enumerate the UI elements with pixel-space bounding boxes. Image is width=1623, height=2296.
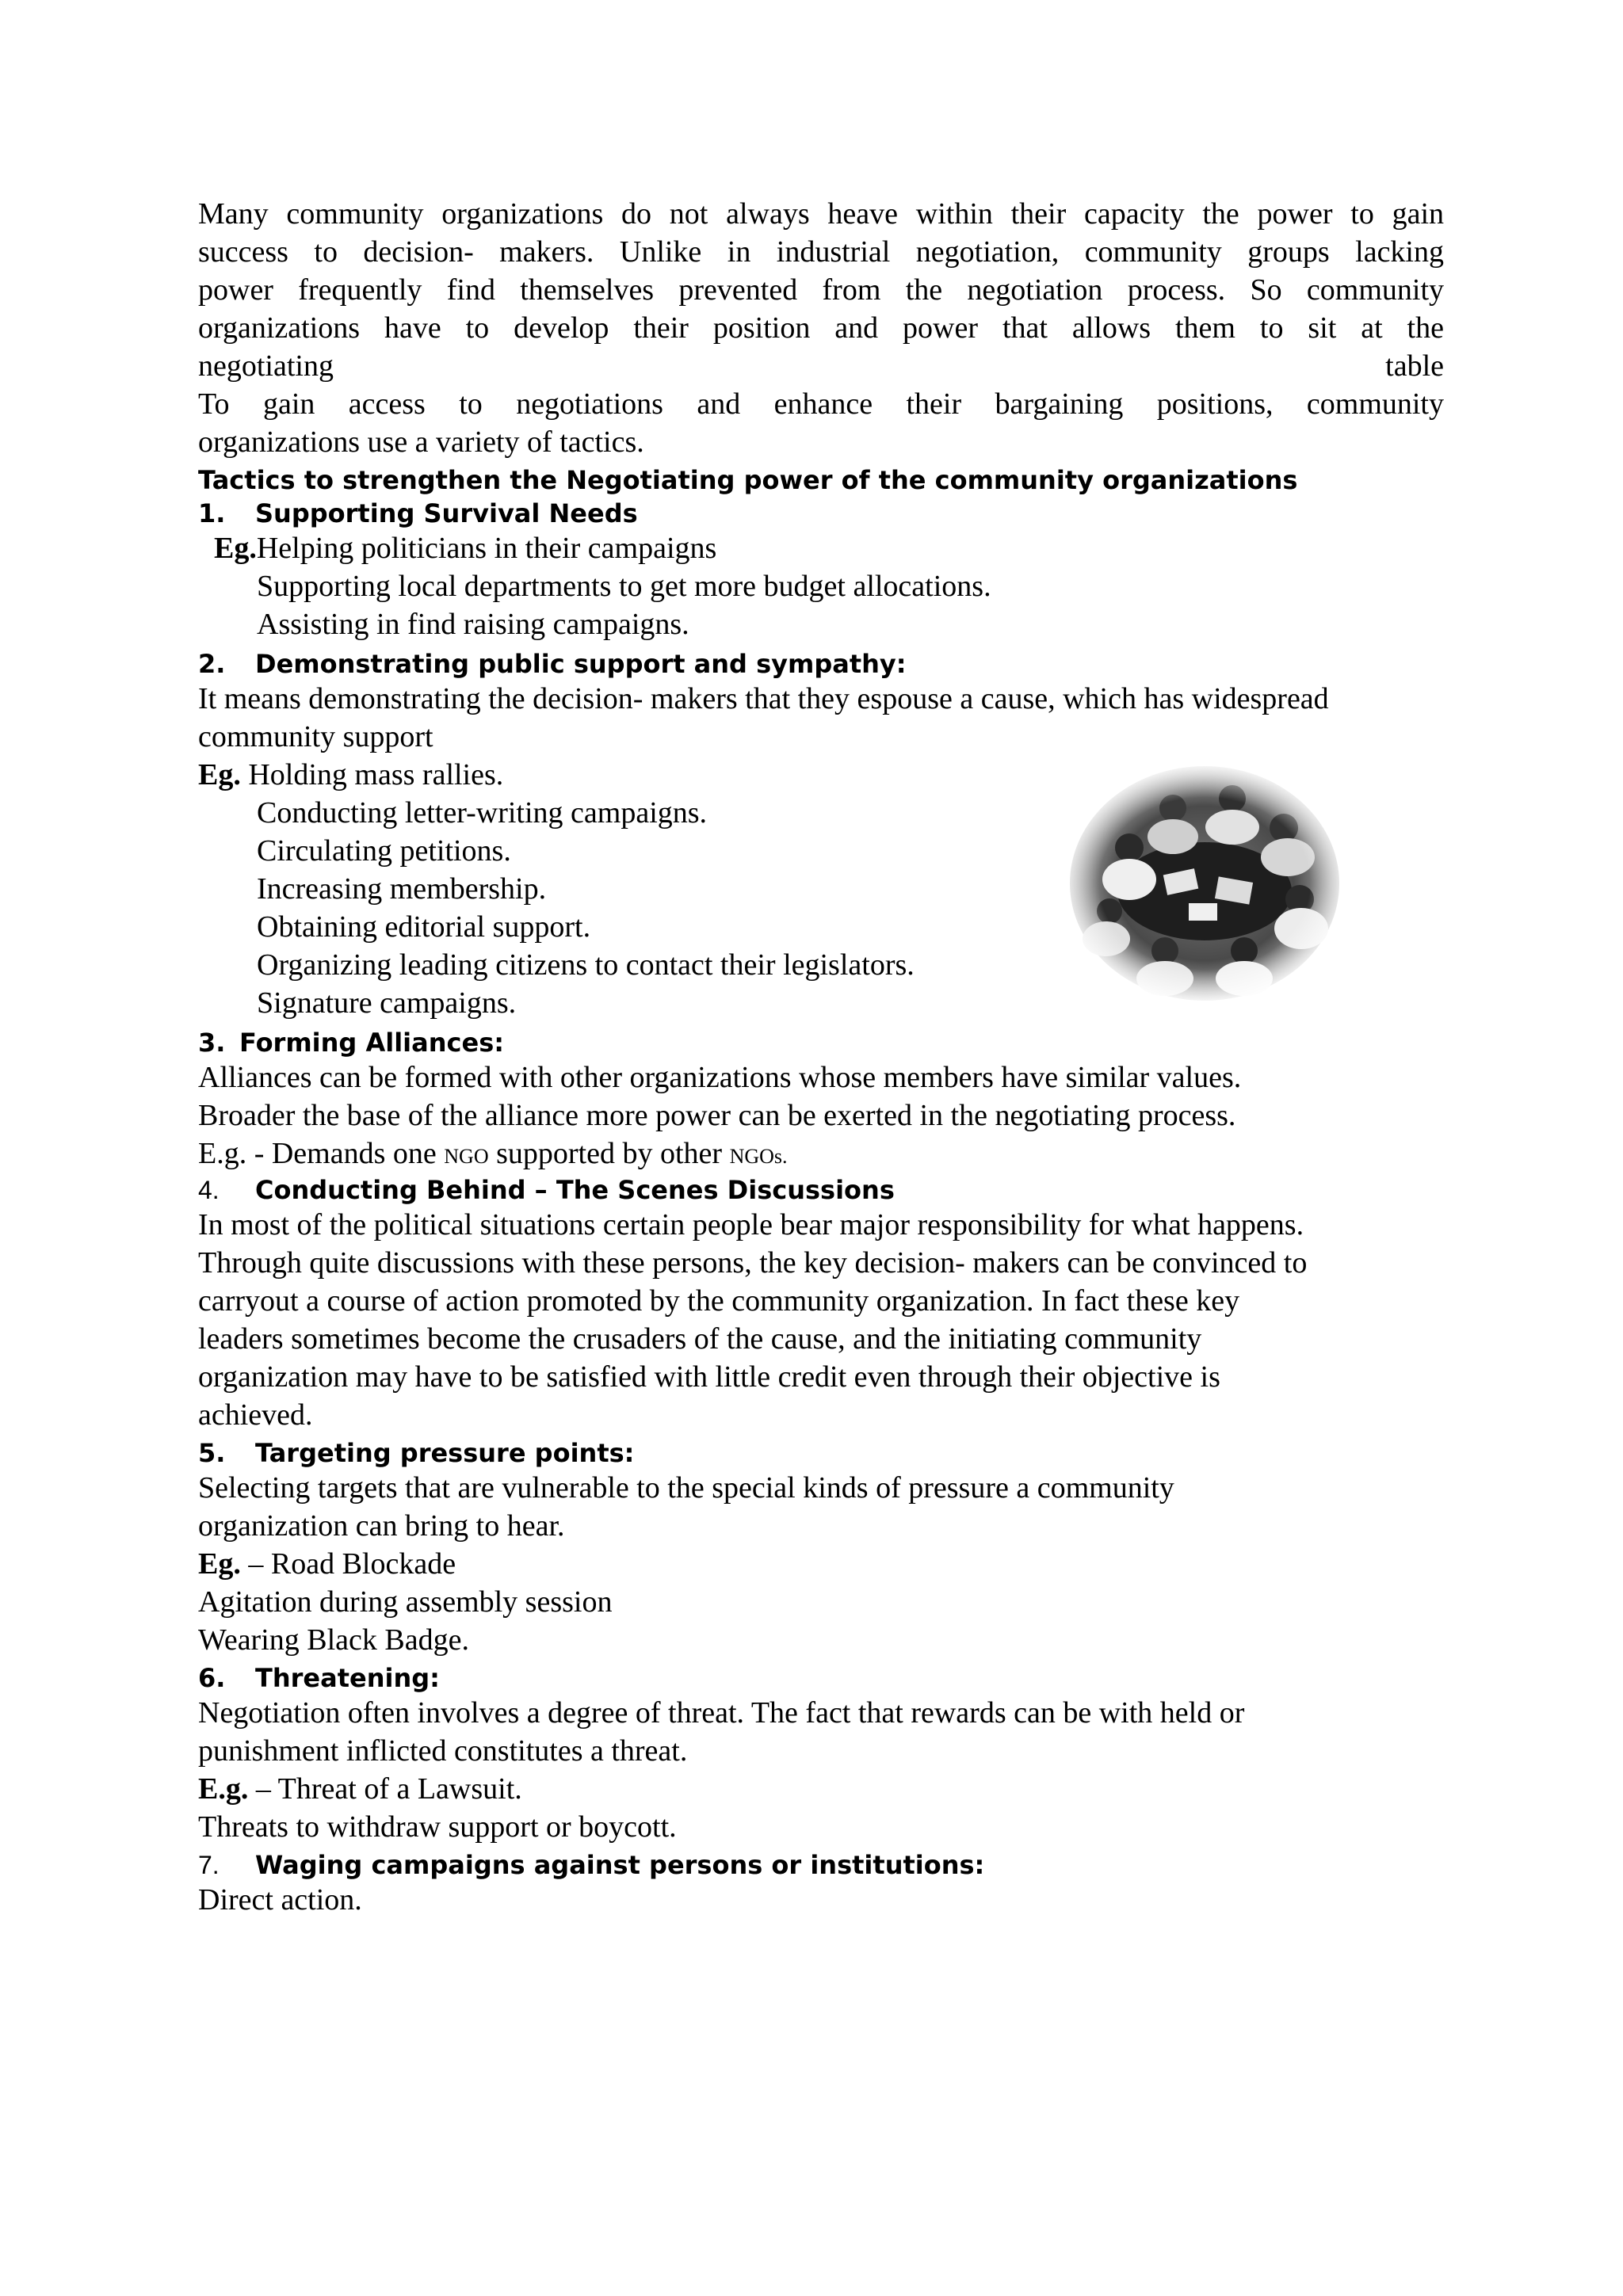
eg-label: Eg. (198, 1547, 241, 1581)
body-line: community support (198, 720, 433, 753)
example-line (198, 1770, 1444, 1808)
intro-line: negotiating table (198, 349, 1444, 383)
example-line: Signature campaigns. (257, 986, 517, 1020)
section-title: Forming Alliances: (239, 1028, 505, 1058)
example-text: Helping politicians in their campaigns (256, 532, 717, 565)
body-line: Broader the base of the alliance more power can be exerted in the negotiating process. (198, 1099, 1236, 1132)
example-line: Agitation during assembly session (198, 1585, 613, 1619)
body-line: Selecting targets that are vulnerable to the special kinds of pressure a community (198, 1471, 1174, 1505)
body-line: In most of the political situations certain people bear major responsibility for what happens. (198, 1208, 1304, 1241)
body-line: leaders sometimes become the crusaders of the cause, and the initiating community (198, 1322, 1202, 1356)
intro-line: organizations have to develop their position and power that allows them to sit at the (198, 311, 1444, 345)
section-title: Demonstrating public support and sympathy: (255, 649, 907, 679)
body-line: Negotiation often involves a degree of threat. The fact that rewards can be with held or (198, 1696, 1245, 1730)
section-title: Conducting Behind – The Scenes Discussions (255, 1175, 895, 1205)
body-line: achieved. (198, 1398, 313, 1432)
body-line: Direct action. (198, 1883, 362, 1917)
intro-line: To gain access to negotiations and enhance their bargaining positions, community (198, 387, 1444, 421)
intro-line: Many community organizations do not always heave within their capacity the power to gain (198, 197, 1444, 231)
example-line (198, 1545, 1444, 1583)
section-title: Supporting Survival Needs (255, 498, 638, 528)
ngo-abbrev: NGO (444, 1145, 489, 1168)
example-line: Supporting local departments to get more budget allocations. (257, 570, 991, 603)
example-line: Wearing Black Badge. (198, 1623, 469, 1657)
intro-line: success to decision- makers. Unlike in industrial negotiation, community groups lacking (198, 235, 1444, 269)
section-title: Waging campaigns against persons or institutions: (255, 1850, 985, 1880)
section-number: 7. (198, 1851, 220, 1879)
example-line (198, 529, 1444, 567)
meeting-photo (1054, 761, 1355, 1006)
example-line: Assisting in find raising campaigns. (257, 608, 689, 641)
eg-label: E.g. (198, 1772, 249, 1806)
section-number: 4. (198, 1176, 220, 1204)
example-text: – Road Blockade (240, 1547, 456, 1581)
section-4-heading (198, 1173, 895, 1207)
section-number: 3. (198, 1028, 226, 1058)
section-5-heading (198, 1436, 634, 1470)
section-7-heading (198, 1848, 984, 1882)
example-text: Holding mass rallies. (240, 758, 504, 791)
section-4-body (198, 1206, 1444, 1434)
section-2-heading (198, 646, 907, 681)
ngos-abbrev: NGOs. (729, 1145, 788, 1168)
section-3-body (198, 1058, 1444, 1176)
body-line: It means demonstrating the decision- makers that they espouse a cause, which has widespread (198, 682, 1329, 715)
intro-line: power frequently find themselves prevented from the negotiation process. So community (198, 273, 1444, 307)
tactics-heading: Tactics to strengthen the Negotiating power of the community organizations (198, 465, 1298, 495)
section-1-heading (198, 496, 638, 531)
section-5-body (198, 1469, 1444, 1659)
body-line: carryout a course of action promoted by the community organization. In fact these key (198, 1284, 1240, 1318)
example-text: E.g. - Demands one (198, 1137, 445, 1170)
section-6-heading (198, 1661, 440, 1695)
body-line: organization can bring to hear. (198, 1509, 565, 1543)
example-line (198, 1135, 1444, 1176)
section-7-body (198, 1881, 1444, 1919)
body-line: punishment inflicted constitutes a threat. (198, 1734, 688, 1768)
section-title: Targeting pressure points: (255, 1438, 635, 1468)
section-3-heading (198, 1025, 504, 1060)
example-line: Threats to withdraw support or boycott. (198, 1810, 677, 1844)
section-1-examples (198, 529, 1444, 643)
example-line: Conducting letter-writing campaigns. (257, 796, 708, 830)
example-text: – Threat of a Lawsuit. (248, 1772, 522, 1806)
intro-paragraph-2 (198, 385, 1444, 461)
eg-label: Eg. (198, 758, 241, 791)
body-line: organization may have to be satisfied with little credit even through their objective is (198, 1360, 1220, 1394)
example-line: Obtaining editorial support. (257, 910, 591, 944)
section-number: 6. (198, 1663, 226, 1693)
example-line: Organizing leading citizens to contact their legislators. (257, 948, 915, 982)
body-line: Through quite discussions with these persons, the key decision- makers can be convinced to (198, 1246, 1308, 1280)
section-number: 5. (198, 1438, 226, 1468)
section-number: 1. (198, 498, 226, 528)
section-title: Threatening: (255, 1663, 440, 1693)
section-number: 2. (198, 649, 226, 679)
eg-label: Eg. (214, 532, 257, 565)
body-line: Alliances can be formed with other organizations whose members have similar values. (198, 1061, 1242, 1094)
example-text: supported by other (488, 1137, 730, 1170)
intro-paragraph-1 (198, 195, 1444, 385)
example-line: Circulating petitions. (257, 834, 511, 868)
section-6-body (198, 1694, 1444, 1846)
example-line: Increasing membership. (257, 872, 547, 906)
intro-line: organizations use a variety of tactics. (198, 425, 644, 459)
